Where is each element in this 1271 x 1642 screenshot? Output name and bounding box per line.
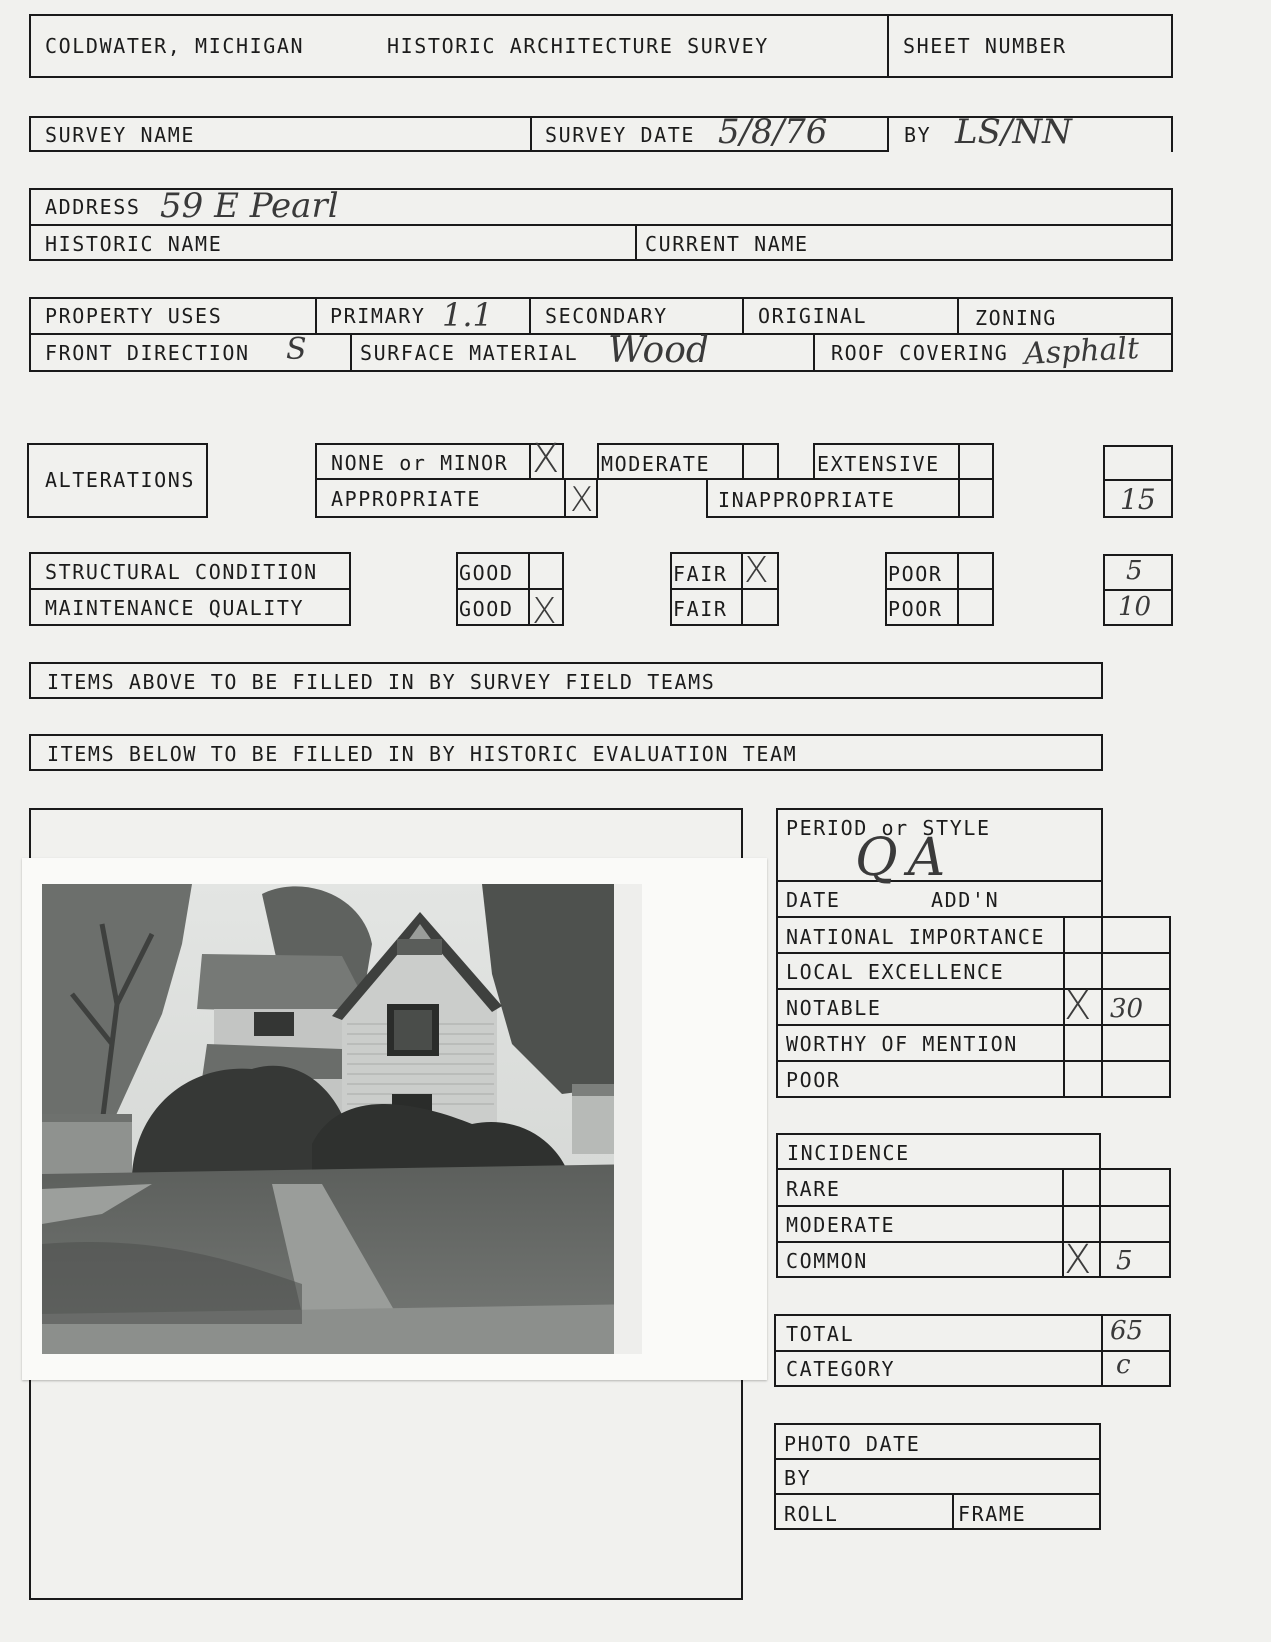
notable-score: 30: [1110, 994, 1144, 1024]
primary-value: 1.1: [442, 296, 493, 334]
roof-covering-label: ROOF COVERING: [831, 341, 1009, 365]
structural-mark: X: [744, 550, 769, 591]
note-below: ITEMS BELOW TO BE FILLED IN BY HISTORIC EVALUATION TEAM: [47, 742, 798, 766]
property-divider-5: [350, 333, 352, 372]
survey-left-edge: [29, 116, 31, 152]
appropriate-mark: X: [570, 480, 594, 520]
extensive-divider: [958, 443, 960, 480]
structural-score: 5: [1126, 556, 1143, 586]
secondary-label: SECONDARY: [545, 304, 668, 328]
property-divider-2: [529, 297, 531, 335]
inc-score-bottom: [1101, 1276, 1171, 1278]
period-label: PERIOD or STYLE: [786, 816, 991, 840]
moderate-alt-divider: [742, 443, 744, 480]
photo-info-line-1: [774, 1458, 1101, 1460]
alterations-label: ALTERATIONS: [45, 468, 196, 492]
address-divider-v: [635, 224, 637, 261]
photo-info-divider: [952, 1493, 954, 1530]
condition-label-divider: [29, 588, 351, 590]
eval-score-bottom: [1101, 1096, 1171, 1098]
none-minor-mark: X: [532, 436, 560, 482]
frame-label: FRAME: [958, 1502, 1027, 1526]
roll-label: ROLL: [784, 1502, 839, 1526]
surface-material-label: SURFACE MATERIAL: [360, 341, 579, 365]
inappropriate-divider: [958, 478, 960, 518]
current-name-label: CURRENT NAME: [645, 232, 809, 256]
rare-label: RARE: [786, 1177, 841, 1201]
primary-label: PRIMARY: [330, 304, 426, 328]
addn-label: ADD'N: [931, 888, 1000, 912]
survey-divider-2: [887, 116, 889, 152]
inc-score-right: [1169, 1168, 1171, 1278]
form-title: HISTORIC ARCHITECTURE SURVEY: [387, 34, 769, 58]
property-divider-1: [315, 297, 317, 335]
eval-line-worthy: [776, 1024, 1171, 1026]
common-mark: X: [1064, 1237, 1092, 1283]
survey-by-value: LS/NN: [955, 112, 1072, 152]
front-direction-value: S: [286, 332, 307, 367]
property-divider-3: [742, 297, 744, 335]
original-label: ORIGINAL: [758, 304, 868, 328]
common-score: 5: [1116, 1246, 1133, 1276]
good-label-2: GOOD: [459, 597, 514, 621]
good-label-1: GOOD: [459, 561, 514, 585]
category-label: CATEGORY: [786, 1357, 896, 1381]
eval-line-notable: [776, 988, 1171, 990]
period-value: QA: [855, 828, 956, 888]
eval-line-local: [776, 952, 1171, 954]
inc-line-moderate: [776, 1205, 1171, 1207]
notable-label: NOTABLE: [786, 996, 882, 1020]
survey-date-value: 5/8/76: [718, 112, 828, 152]
moderate-alt-label: MODERATE: [601, 452, 711, 476]
appropriate-label: APPROPRIATE: [331, 487, 482, 511]
extensive-label: EXTENSIVE: [817, 452, 940, 476]
structural-label: STRUCTURAL CONDITION: [45, 560, 318, 584]
common-label: COMMON: [786, 1249, 868, 1273]
inappropriate-label: INAPPROPRIATE: [718, 488, 896, 512]
property-divider-4: [957, 297, 959, 335]
alterations-score-divider: [1103, 479, 1173, 481]
city-label: COLDWATER, MICHIGAN: [45, 34, 305, 58]
survey-by-label: BY: [904, 123, 932, 147]
property-divider-h: [29, 333, 1173, 335]
surface-material-value: Wood: [608, 330, 709, 371]
survey-date-label: SURVEY DATE: [545, 123, 696, 147]
photo-by-label: BY: [784, 1466, 812, 1490]
survey-right-edge: [1171, 116, 1173, 152]
fair-divider-v: [741, 552, 743, 626]
eval-date-label: DATE: [786, 888, 841, 912]
alterations-score: 15: [1120, 483, 1156, 516]
condition-score-divider: [1103, 589, 1173, 591]
none-minor-label: NONE or MINOR: [331, 451, 509, 475]
poor-label-1: POOR: [888, 562, 943, 586]
inc-line-rare: [776, 1168, 1171, 1170]
good-divider-h: [456, 588, 564, 590]
maintenance-label: MAINTENANCE QUALITY: [45, 596, 305, 620]
address-label: ADDRESS: [45, 195, 141, 219]
eval-line-poor: [776, 1060, 1171, 1062]
photo-date-label: PHOTO DATE: [784, 1432, 921, 1456]
total-label: TOTAL: [786, 1322, 855, 1346]
poor-label-2: POOR: [888, 597, 943, 621]
good-divider-v: [528, 552, 530, 626]
appropriate-divider: [564, 478, 566, 518]
front-direction-label: FRONT DIRECTION: [45, 341, 250, 365]
sheet-number-label: SHEET NUMBER: [903, 34, 1067, 58]
property-divider-6: [813, 333, 815, 372]
maintenance-score: 10: [1118, 592, 1152, 622]
historic-name-label: HISTORIC NAME: [45, 232, 223, 256]
inc-moderate-label: MODERATE: [786, 1213, 896, 1237]
eval-line-national: [776, 916, 1171, 918]
poor-divider-v: [957, 552, 959, 626]
totals-divider-h: [774, 1350, 1171, 1352]
none-minor-divider: [529, 443, 531, 480]
maintenance-mark: X: [532, 591, 557, 632]
survey-name-label: SURVEY NAME: [45, 123, 196, 147]
local-label: LOCAL EXCELLENCE: [786, 960, 1005, 984]
inc-line-common: [776, 1241, 1171, 1243]
survey-divider-1: [530, 116, 532, 152]
address-value: 59 E Pearl: [160, 186, 339, 226]
eval-score-right: [1169, 916, 1171, 1098]
roof-covering-value: Asphalt: [1023, 331, 1140, 372]
fair-label-2: FAIR: [673, 597, 728, 621]
house-photo: [42, 884, 642, 1354]
notable-mark: X: [1064, 983, 1092, 1029]
category-value: c: [1116, 1350, 1131, 1380]
total-value: 65: [1110, 1316, 1144, 1346]
national-label: NATIONAL IMPORTANCE: [786, 925, 1046, 949]
property-uses-label: PROPERTY USES: [45, 304, 223, 328]
note-above: ITEMS ABOVE TO BE FILLED IN BY SURVEY FIELD TEAMS: [47, 670, 716, 694]
incidence-label: INCIDENCE: [787, 1141, 910, 1165]
header-divider: [887, 14, 889, 78]
eval-poor-label: POOR: [786, 1068, 841, 1092]
fair-label-1: FAIR: [673, 562, 728, 586]
photo-info-line-2: [774, 1493, 1101, 1495]
poor-divider-h: [885, 588, 994, 590]
worthy-label: WORTHY OF MENTION: [786, 1032, 1018, 1056]
zoning-label: ZONING: [975, 306, 1057, 330]
totals-divider-v: [1101, 1314, 1103, 1387]
